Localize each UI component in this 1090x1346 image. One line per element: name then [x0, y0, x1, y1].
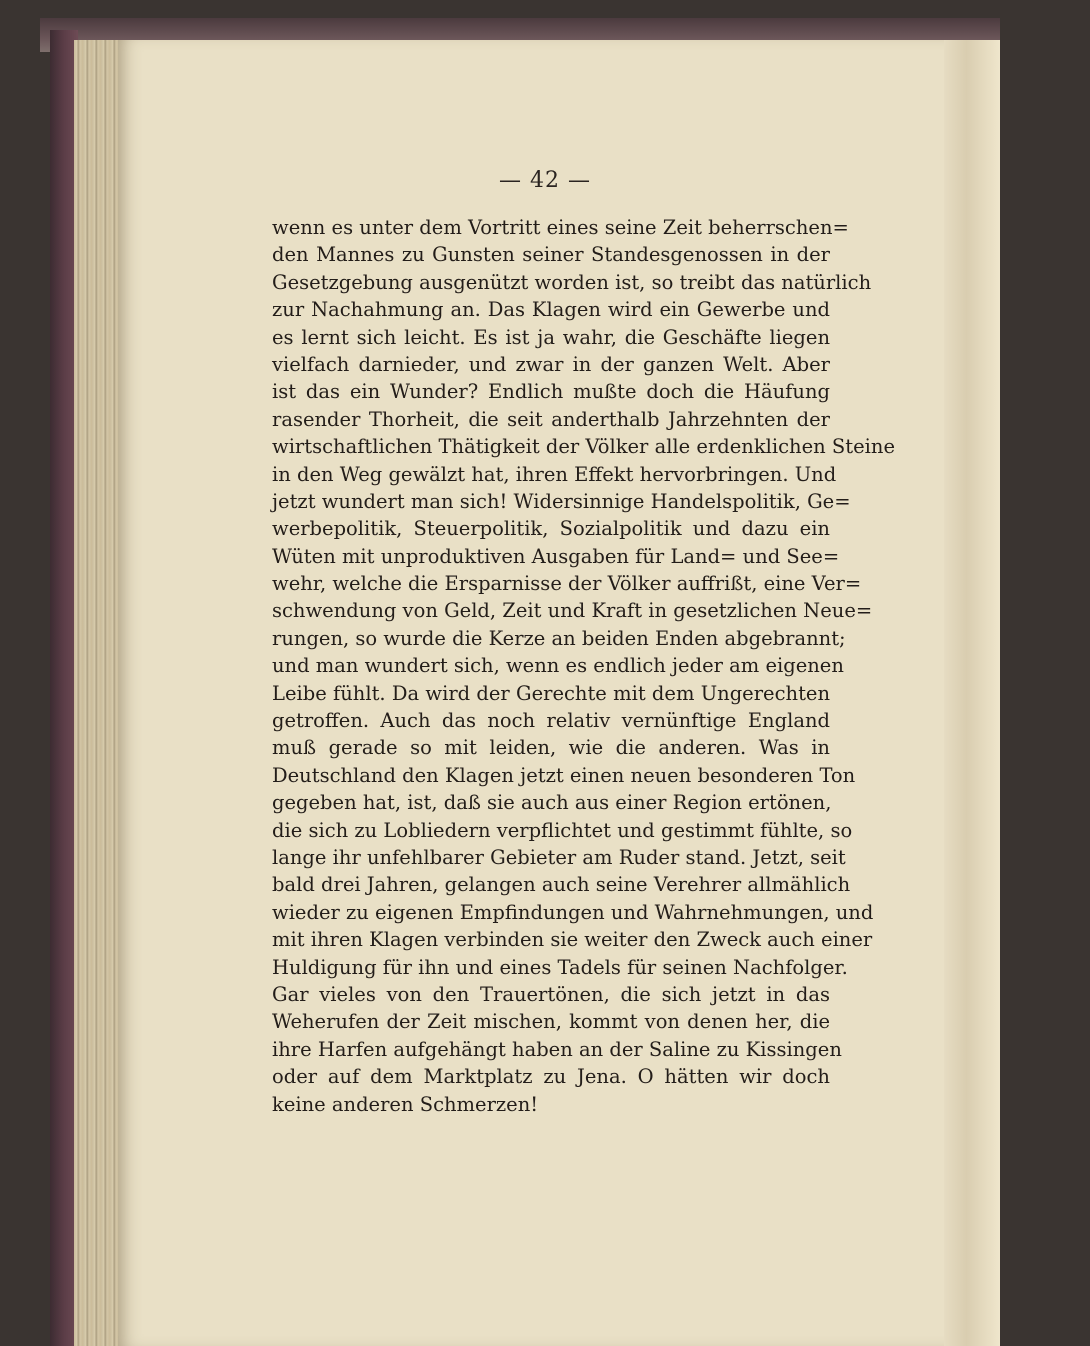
text-line: werbepolitik, Steuerpolitik, Sozialpolitik und dazu ein: [272, 517, 830, 541]
text-line: muß gerade so mit leiden, wie die anderen. Was in: [272, 736, 830, 760]
text-line: vielfach darnieder, und zwar in der ganzen Welt. Aber: [272, 352, 830, 376]
text-line: zur Nachahmung an. Das Klagen wird ein Gewerbe und: [272, 298, 830, 322]
text-line: lange ihr unfehlbarer Gebieter am Ruder stand. Jetzt, seit: [272, 845, 846, 869]
text-line: oder auf dem Marktplatz zu Jena. O hätten wir doch: [272, 1065, 830, 1089]
text-line: wehr, welche die Ersparnisse der Völker auffrißt, eine Ver=: [272, 572, 862, 596]
text-line: jetzt wundert man sich! Widersinnige Handelspolitik, Ge=: [272, 489, 851, 513]
text-line: Huldigung für ihn und eines Tadels für seinen Nachfolger.: [272, 955, 848, 979]
text-line: Weherufen der Zeit mischen, kommt von denen her, die: [272, 1010, 830, 1034]
text-line: es lernt sich leicht. Es ist ja wahr, die Geschäfte liegen: [272, 325, 830, 349]
text-line: Leibe fühlt. Da wird der Gerechte mit dem Ungerechten: [272, 681, 830, 705]
text-line: wenn es unter dem Vortritt eines seine Zeit beherrschen=: [272, 216, 849, 239]
body-text: [272, 214, 895, 1118]
text-line: gegeben hat, ist, daß sie auch aus einer Region ertönen,: [272, 791, 832, 815]
text-line: rasender Thorheit, die seit anderthalb Jahrzehnten der: [272, 407, 830, 431]
text-line: mit ihren Klagen verbinden sie weiter den Zweck auch einer: [272, 928, 873, 952]
text-line: Gesetzgebung ausgenützt worden ist, so treibt das natürlich: [272, 270, 872, 294]
text-line: Deutschland den Klagen jetzt einen neuen besonderen Ton: [272, 763, 856, 787]
text-line: wirtschaftlichen Thätigkeit der Völker alle erdenklichen Steine: [272, 435, 895, 459]
text-line: bald drei Jahren, gelangen auch seine Verehrer allmählich: [272, 873, 851, 897]
page-right-edge: [944, 40, 1000, 1346]
text-line: schwendung von Geld, Zeit und Kraft in gesetzlichen Neue=: [272, 599, 873, 623]
text-line: Gar vieles von den Trauertönen, die sich jetzt in das: [272, 982, 830, 1006]
text-line: die sich zu Lobliedern verpflichtet und gestimmt fühlte, so: [272, 818, 853, 842]
text-line: Wüten mit unproduktiven Ausgaben für Land= und See=: [272, 544, 840, 568]
text-line: ist das ein Wunder? Endlich mußte doch die Häufung: [272, 380, 830, 404]
text-line: ihre Harfen aufgehängt haben an der Saline zu Kissingen: [272, 1037, 842, 1061]
text-line: wieder zu eigenen Empfindungen und Wahrnehmungen, und: [272, 900, 874, 924]
text-line: in den Weg gewälzt hat, ihren Effekt hervorbringen. Und: [272, 462, 837, 486]
page-number: — 42 —: [499, 168, 591, 193]
text-line: den Mannes zu Gunsten seiner Standesgenossen in der: [272, 243, 830, 267]
text-line: keine anderen Schmerzen!: [272, 1092, 539, 1116]
text-line: getroffen. Auch das noch relativ vernünftige England: [272, 709, 830, 733]
text-line: rungen, so wurde die Kerze an beiden Enden abgebrannt;: [272, 626, 846, 650]
text-line: und man wundert sich, wenn es endlich jeder am eigenen: [272, 654, 844, 678]
